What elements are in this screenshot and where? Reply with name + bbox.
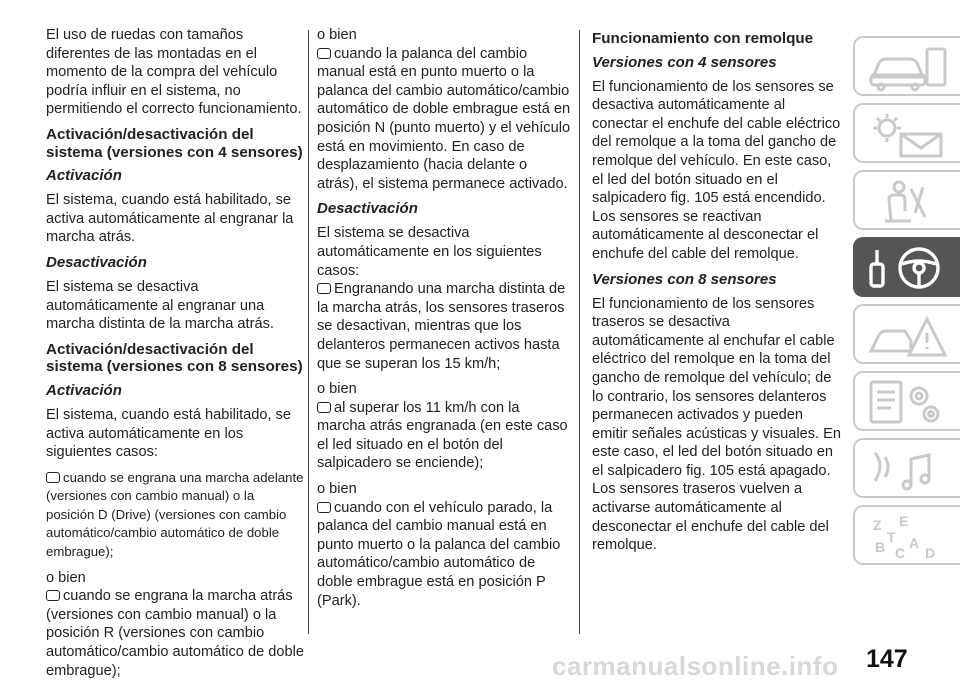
subheading-versiones-4: Versiones con 4 sensores bbox=[592, 53, 777, 71]
section-heading-4-sensors: Activación/desactivación del sistema (versiones con 4 sensores) bbox=[46, 125, 303, 161]
list-item-text: Engranando una marcha distinta de la marcha atrás, los sensores traseros se desactivan, mientras que los delanteros permanecen activos hasta que se superan los 15 km/h; bbox=[317, 281, 566, 372]
list-item bbox=[317, 45, 571, 194]
warning-lights-icon bbox=[865, 110, 951, 160]
key-steering-wheel-icon bbox=[865, 244, 951, 294]
bullet-icon bbox=[46, 590, 60, 601]
list-item-text: cuando se engrana una marcha adelante (versiones con cambio manual) o la posición D (Drive) (versiones con cambio automático/cambio automático de doble embrague); bbox=[46, 469, 304, 560]
page-number: 147 bbox=[866, 645, 908, 673]
section-heading-remolque: Funcionamiento con remolque bbox=[592, 30, 814, 47]
subheading-versiones-8: Versiones con 8 sensores bbox=[592, 270, 777, 288]
paragraph-activacion: El sistema, cuando está habilitado, se activa automáticamente en los siguientes casos: bbox=[46, 406, 291, 461]
alphabetical-index-icon bbox=[865, 512, 951, 562]
section-heading-8-sensors: Activación/desactivación del sistema (versiones con 8 sensores) bbox=[46, 340, 303, 376]
connector-text: o bien bbox=[317, 381, 357, 398]
svg-text:E: E bbox=[899, 513, 909, 529]
bullet-icon bbox=[46, 472, 60, 483]
list-item bbox=[46, 587, 304, 680]
svg-text:T: T bbox=[887, 529, 896, 545]
connector-text: o bien bbox=[317, 27, 357, 43]
bullet-icon bbox=[317, 283, 331, 294]
bullet-icon bbox=[317, 502, 331, 513]
text-column-3 bbox=[592, 26, 842, 562]
intro-paragraph: El uso de ruedas con tamaños diferentes de las montadas en el momento de la compra del vehículo podría influir en el sistema, no permitiendo el correcto funcionamiento. bbox=[46, 27, 302, 118]
list-item bbox=[317, 399, 571, 473]
bullet-icon bbox=[317, 48, 331, 59]
subheading-activacion: Activación bbox=[46, 167, 122, 185]
list-item bbox=[317, 280, 571, 373]
subheading-desactivacion: Desactivación bbox=[317, 200, 418, 218]
svg-text:C: C bbox=[895, 545, 906, 561]
chapter-tab-warning-lights[interactable] bbox=[853, 103, 960, 163]
maintenance-gears-icon bbox=[865, 378, 951, 428]
paragraph-versiones-8: El funcionamiento de los sensores traseros se desactiva automáticamente al enchufar el cable eléctrico del remolque en la toma del gancho de remolque del vehículo; de lo contrario, los sensores delanteros permanecen activados y pueden emitir señales acústicas y visuales. En este caso, el led del botón situado en el salpicadero fig. 105 está apagado. Los sensores traseros vuelven a activarse automáticamente al desconectar el enchufe del cable del remolque. bbox=[592, 295, 842, 554]
connector-text: o bien bbox=[46, 569, 86, 586]
list-item-text: al superar los 11 km/h con la marcha atrás engranada (en este caso el led situado en el botón del salpicadero se enciende); bbox=[317, 399, 568, 472]
chapter-tab-safety[interactable] bbox=[853, 170, 960, 230]
chapter-tab-maintenance[interactable] bbox=[853, 371, 960, 431]
subheading-activacion: Activación bbox=[46, 381, 122, 399]
column-divider bbox=[579, 30, 580, 634]
chapter-tab-multimedia[interactable] bbox=[853, 438, 960, 498]
connector-text: o bien bbox=[317, 481, 357, 498]
paragraph-versiones-4: El funcionamiento de los sensores se desactiva automáticamente al conectar el enchufe del cable eléctrico del remolque a la toma del gancho de remolque del vehículo. En este caso, el led del botón situado en el salpicadero fig. 105 está encendido. Los sensores se reactivan automáticamente al desconectar el enchufe del cable del remolque. bbox=[592, 78, 841, 262]
column-divider bbox=[308, 30, 309, 634]
subheading-desactivacion: Desactivación bbox=[46, 253, 147, 271]
bullet-icon bbox=[317, 402, 331, 413]
text-column-2 bbox=[317, 26, 571, 617]
list-item-text: cuando se engrana la marcha atrás (versiones con cambio manual) o la posición R (versiones con cambio automático/cambio automático de doble embrague); bbox=[46, 588, 304, 679]
multimedia-icon bbox=[865, 445, 951, 495]
list-item bbox=[317, 499, 571, 611]
list-item bbox=[46, 469, 304, 562]
watermark: carmanualsonline.info bbox=[552, 651, 839, 681]
chapter-tab-starting-driving[interactable] bbox=[853, 237, 960, 297]
chapter-tab-index[interactable] bbox=[853, 505, 960, 565]
chapter-tab-dashboard[interactable] bbox=[853, 36, 960, 96]
list-item-text: cuando la palanca del cambio manual está en punto muerto o la palanca del cambio automático/cambio automático de doble embrague está en posición N (punto muerto) y el vehículo está en movimiento. En caso de desplazamiento (hacia delante o atrás), el sistema permanece activado. bbox=[317, 45, 571, 192]
seat-airbag-icon bbox=[865, 177, 951, 227]
paragraph-desactivacion: El sistema se desactiva automáticamente en los siguientes casos: bbox=[317, 225, 542, 279]
car-dashboard-icon bbox=[865, 43, 951, 93]
svg-text:A: A bbox=[909, 535, 920, 551]
paragraph-desactivacion: El sistema se desactiva automáticamente al engranar una marcha distinta de la marcha atrás. bbox=[46, 278, 274, 333]
chapter-tab-emergency[interactable] bbox=[853, 304, 960, 364]
accident-warning-icon bbox=[865, 311, 951, 361]
svg-text:D: D bbox=[925, 545, 936, 561]
list-item-text: cuando con el vehículo parado, la palanca del cambio manual está en punto muerto o la palanca del cambio automático/cambio automático de doble embrague está en posición P (Park). bbox=[317, 499, 561, 609]
svg-text:B: B bbox=[875, 539, 886, 555]
svg-text:Z: Z bbox=[873, 517, 882, 533]
text-column-1 bbox=[46, 26, 304, 687]
paragraph-activacion: El sistema, cuando está habilitado, se activa automáticamente al engranar la marcha atrás. bbox=[46, 192, 294, 246]
